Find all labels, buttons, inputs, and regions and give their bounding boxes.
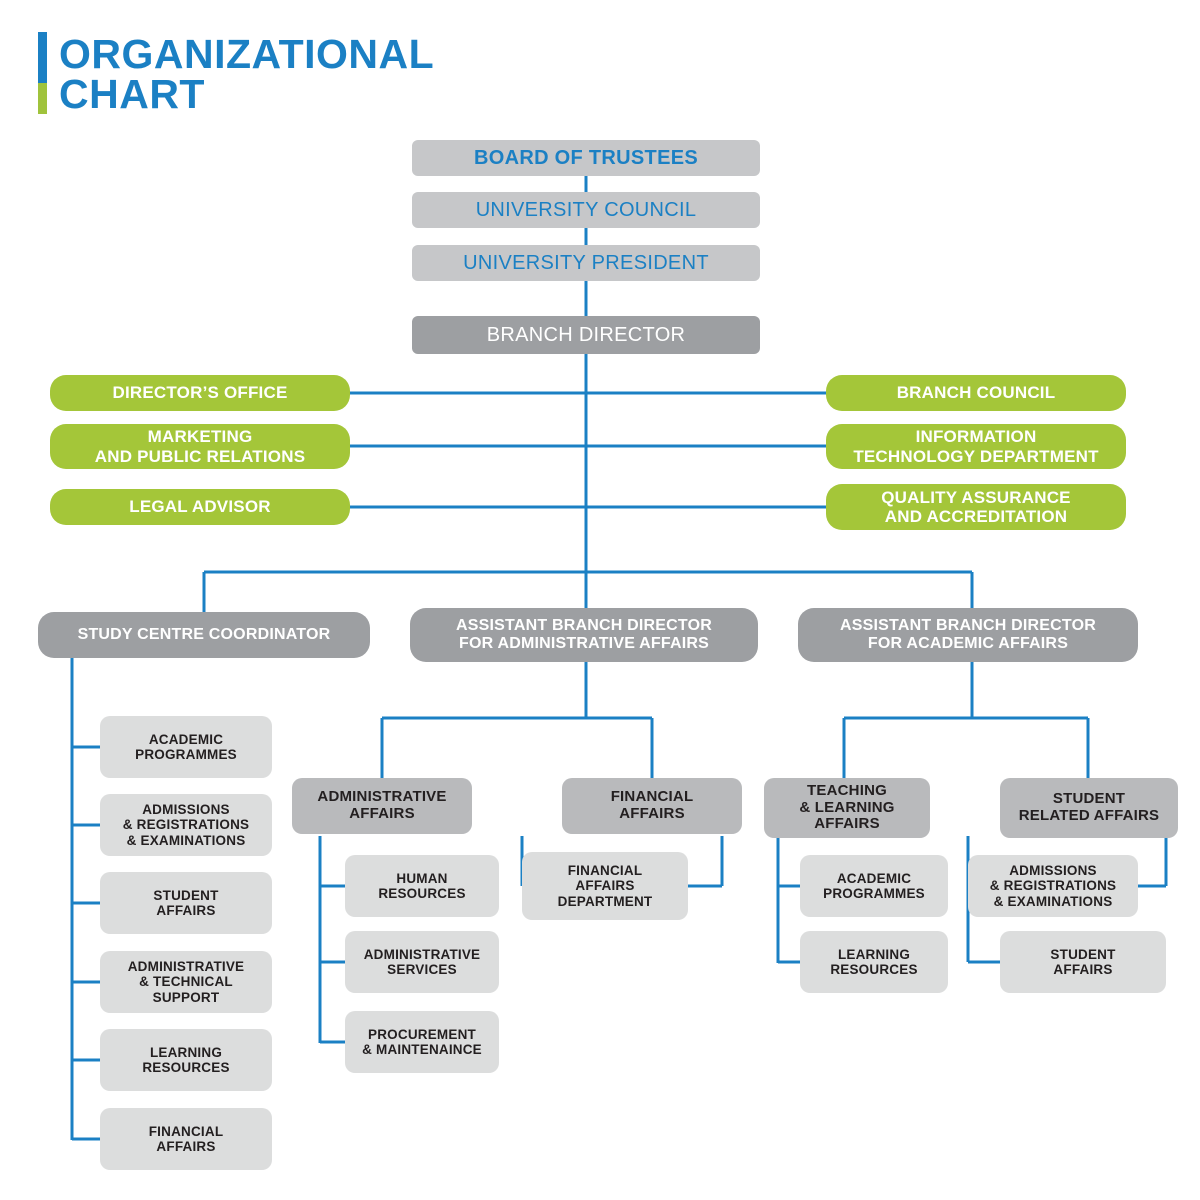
node-information-technology-department[interactable]: INFORMATION TECHNOLOGY DEPARTMENT — [826, 424, 1126, 469]
node-board-of-trustees[interactable]: BOARD OF TRUSTEES — [412, 140, 760, 176]
node-branch-director[interactable]: BRANCH DIRECTOR — [412, 316, 760, 354]
list-item[interactable]: ADMINISTRATIVE & TECHNICAL SUPPORT — [100, 951, 272, 1013]
list-item[interactable]: ACADEMIC PROGRAMMES — [100, 716, 272, 778]
list-item[interactable]: LEARNING RESOURCES — [100, 1029, 272, 1091]
list-item[interactable]: PROCUREMENT & MAINTENAINCE — [345, 1011, 499, 1073]
node-assistant-branch-director-administrative[interactable]: ASSISTANT BRANCH DIRECTOR FOR ADMINISTRATIVE AFFAIRS — [410, 608, 758, 662]
node-assistant-branch-director-academic[interactable]: ASSISTANT BRANCH DIRECTOR FOR ACADEMIC AFFAIRS — [798, 608, 1138, 662]
list-item[interactable]: ADMINISTRATIVE SERVICES — [345, 931, 499, 993]
list-item[interactable]: LEARNING RESOURCES — [800, 931, 948, 993]
node-teaching-learning-affairs[interactable]: TEACHING & LEARNING AFFAIRS — [764, 778, 930, 838]
list-item[interactable]: FINANCIAL AFFAIRS — [100, 1108, 272, 1170]
list-item[interactable]: ACADEMIC PROGRAMMES — [800, 855, 948, 917]
list-item[interactable]: FINANCIAL AFFAIRS DEPARTMENT — [522, 852, 688, 920]
list-item[interactable]: STUDENT AFFAIRS — [100, 872, 272, 934]
node-legal-advisor[interactable]: LEGAL ADVISOR — [50, 489, 350, 525]
node-study-centre-coordinator[interactable]: STUDY CENTRE COORDINATOR — [38, 612, 370, 658]
list-item[interactable]: HUMAN RESOURCES — [345, 855, 499, 917]
node-student-related-affairs[interactable]: STUDENT RELATED AFFAIRS — [1000, 778, 1178, 838]
node-university-president[interactable]: UNIVERSITY PRESIDENT — [412, 245, 760, 281]
node-directors-office[interactable]: DIRECTOR’S OFFICE — [50, 375, 350, 411]
node-marketing-public-relations[interactable]: MARKETING AND PUBLIC RELATIONS — [50, 424, 350, 469]
list-item[interactable]: ADMISSIONS & REGISTRATIONS & EXAMINATIONS — [968, 855, 1138, 917]
node-university-council[interactable]: UNIVERSITY COUNCIL — [412, 192, 760, 228]
node-administrative-affairs[interactable]: ADMINISTRATIVE AFFAIRS — [292, 778, 472, 834]
node-quality-assurance-accreditation[interactable]: QUALITY ASSURANCE AND ACCREDITATION — [826, 484, 1126, 530]
node-branch-council[interactable]: BRANCH COUNCIL — [826, 375, 1126, 411]
list-item[interactable]: STUDENT AFFAIRS — [1000, 931, 1166, 993]
node-financial-affairs[interactable]: FINANCIAL AFFAIRS — [562, 778, 742, 834]
title-line-2: CHART — [59, 71, 205, 118]
list-item[interactable]: ADMISSIONS & REGISTRATIONS & EXAMINATIONS — [100, 794, 272, 856]
title-line-1: ORGANIZATIONAL — [59, 31, 435, 77]
